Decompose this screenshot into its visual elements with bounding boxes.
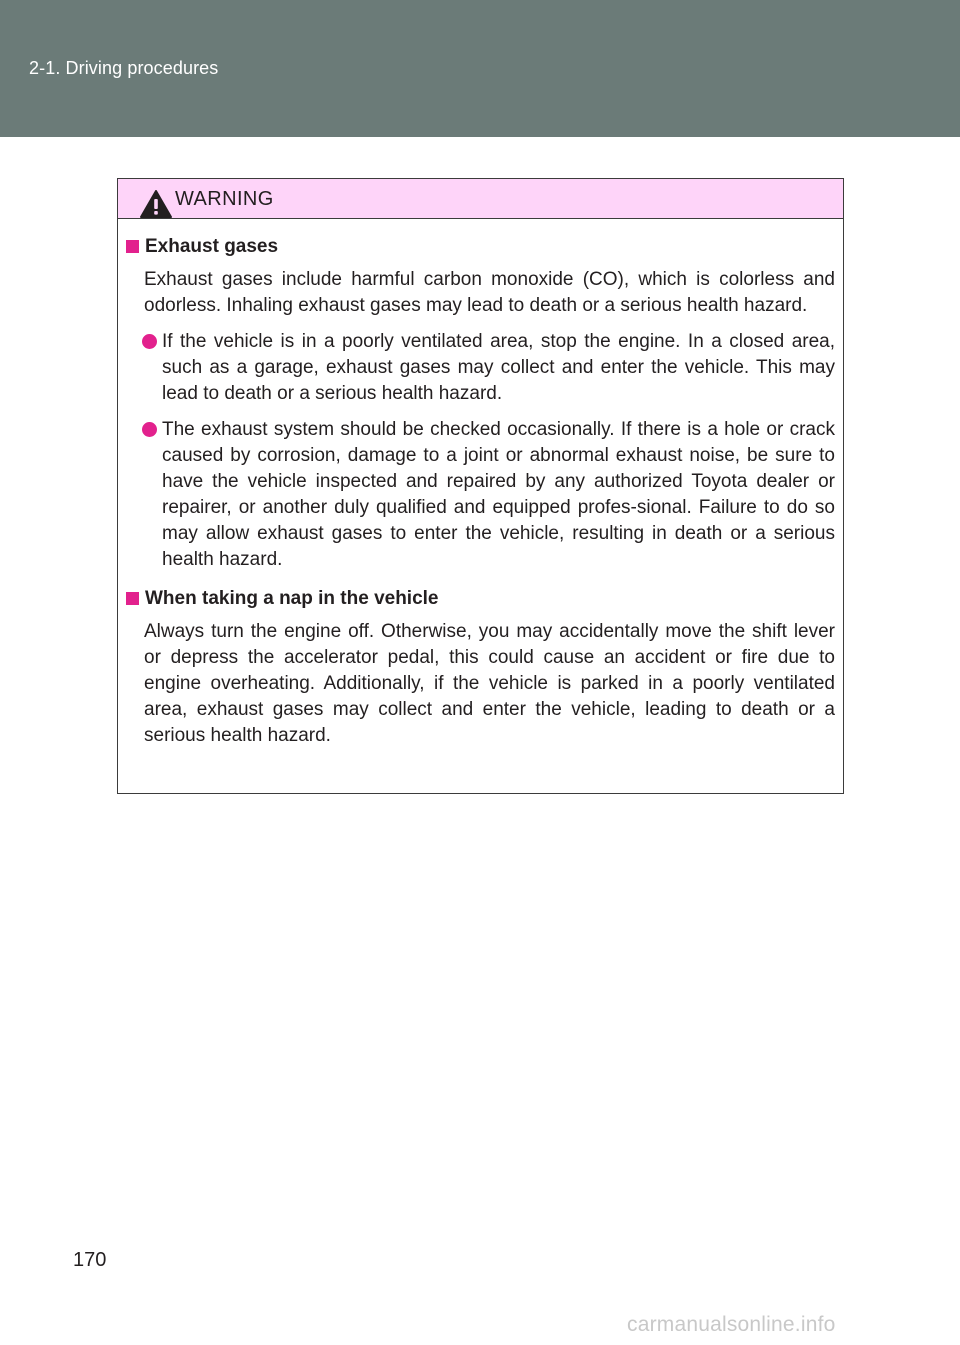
- warning-box: [117, 178, 844, 794]
- bullet-text: If the vehicle is in a poorly ventilated area, stop the engine. In a closed area, such as a garage, exhaust gases may collect and enter the vehicle. This may lead to death or a serious health hazard.: [162, 331, 835, 404]
- section-heading-text: When taking a nap in the vehicle: [145, 588, 439, 609]
- square-bullet-icon: [126, 592, 139, 605]
- page-number: 170: [73, 1249, 107, 1271]
- watermark-link[interactable]: carmanualsonline.info: [627, 1313, 836, 1336]
- section-heading: [118, 585, 843, 613]
- warning-label: WARNING: [175, 188, 274, 210]
- section-exhaust-gases: [118, 233, 843, 573]
- section-nap-in-vehicle: [118, 585, 843, 749]
- section-heading-text: Exhaust gases: [145, 236, 279, 257]
- square-bullet-icon: [126, 240, 139, 253]
- warning-triangle-icon: [139, 189, 173, 219]
- section-heading: [118, 233, 843, 261]
- warning-body: [118, 233, 843, 749]
- section-title: 2-1. Driving procedures: [29, 58, 219, 78]
- bullet-text: The exhaust system should be checked occasionally. If there is a hole or crack caused by corrosion, damage to a joint or abnormal exhaust noise, be sure to have the vehicle inspected and repaired by any authorized Toyota dealer or repairer, or another duly qualified and equipped profes-sional. Failure to do so may allow exhaust gases to enter the vehicle, resulting in death or a serious health hazard.: [162, 419, 835, 570]
- round-bullet-icon: [142, 334, 157, 349]
- section-paragraph: Always turn the engine off. Otherwise, you may accidentally move the shift lever or depress the accelerator pedal, this could cause an accident or fire due to engine overheating. Additionally, if the vehicle is parked in a poorly ventilated area, exhaust gases may collect and enter the vehicle, leading to death or a serious health hazard.: [144, 621, 835, 746]
- section-paragraph: Exhaust gases include harmful carbon monoxide (CO), which is colorless and odorless. Inhaling exhaust gases may lead to death or a serious health hazard.: [144, 269, 835, 316]
- warning-header: [118, 179, 843, 219]
- round-bullet-icon: [142, 422, 157, 437]
- bullet-item: [162, 329, 835, 407]
- bullet-item: [162, 417, 835, 573]
